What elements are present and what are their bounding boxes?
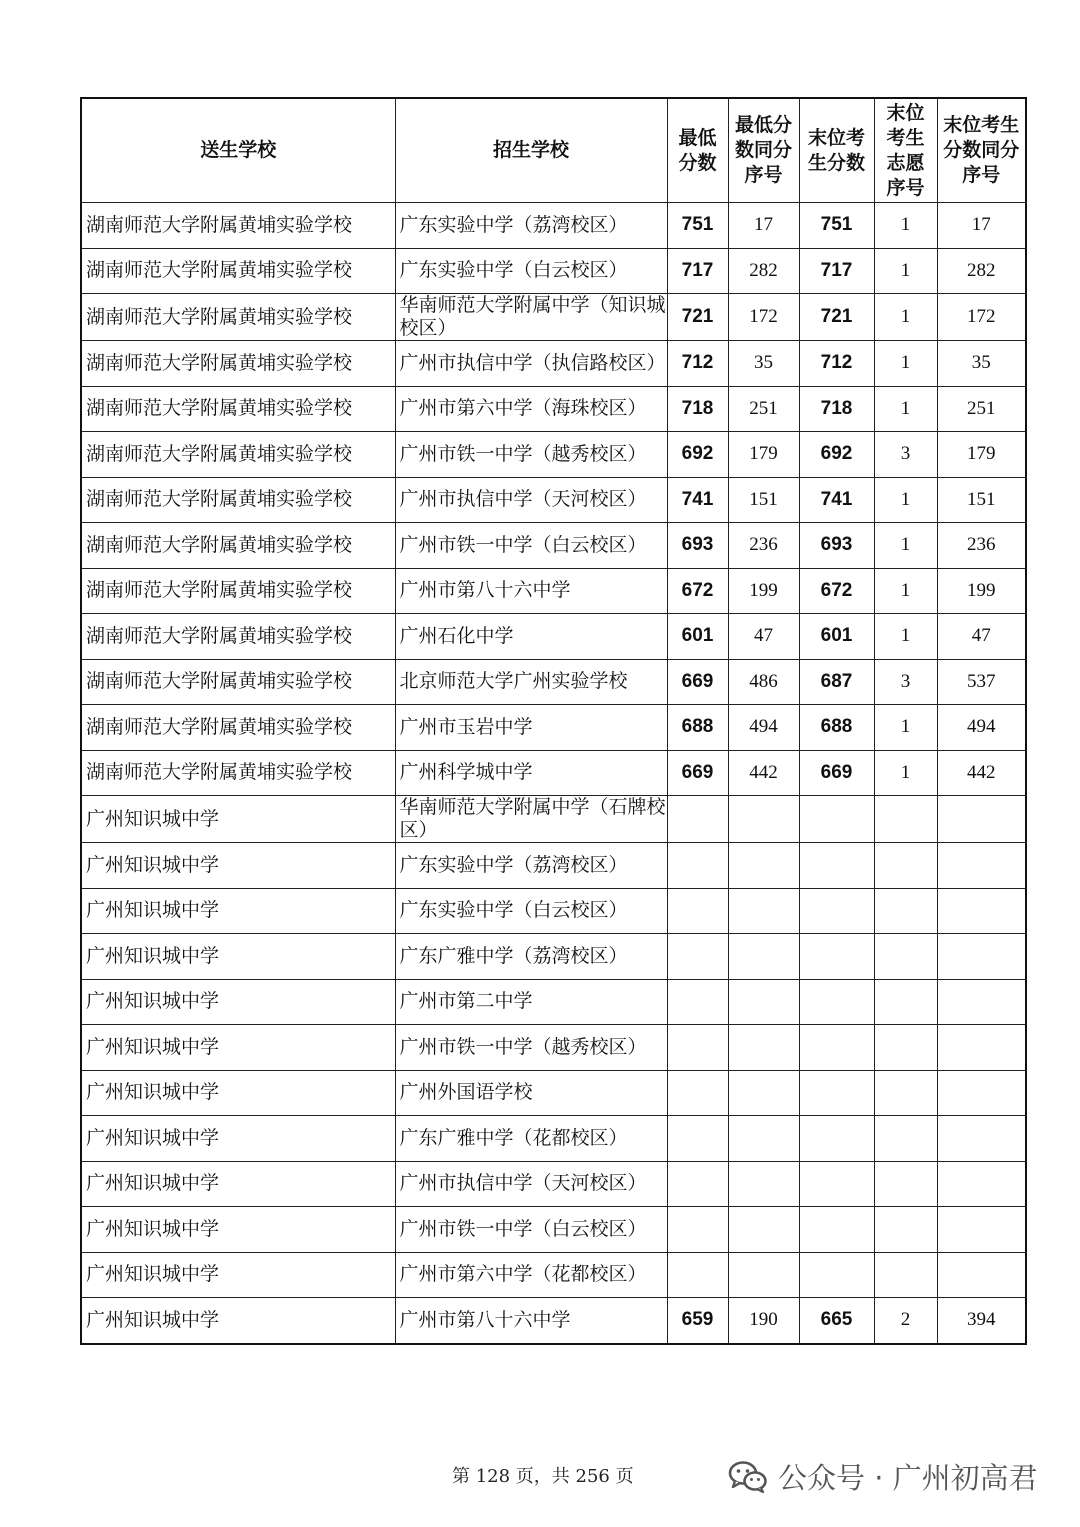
cell-admitting-school: 广东实验中学（荔湾校区） xyxy=(395,843,667,889)
cell-min-score: 717 xyxy=(667,248,728,294)
cell-min-score xyxy=(667,1252,728,1298)
cell-min-score xyxy=(667,1070,728,1116)
cell-last-score xyxy=(799,979,874,1025)
cell-min-score-rank: 486 xyxy=(728,659,799,705)
cell-sending-school: 广州知识城中学 xyxy=(81,796,395,843)
table-row xyxy=(81,1207,1026,1253)
table-row xyxy=(81,1116,1026,1162)
cell-admitting-school: 广州市执信中学（执信路校区） xyxy=(395,341,667,387)
cell-admitting-school: 广州市执信中学（天河校区） xyxy=(395,1161,667,1207)
cell-sending-school: 湖南师范大学附属黄埔实验学校 xyxy=(81,750,395,796)
table-row xyxy=(81,614,1026,660)
cell-last-score-rank xyxy=(937,934,1026,980)
cell-last-score: 672 xyxy=(799,568,874,614)
cell-last-wish-rank: 3 xyxy=(874,659,937,705)
header-last-wish-rank: 末位考生志愿序号 xyxy=(874,98,937,203)
cell-last-score xyxy=(799,796,874,843)
cell-last-score-rank xyxy=(937,979,1026,1025)
cell-min-score: 669 xyxy=(667,750,728,796)
cell-min-score xyxy=(667,796,728,843)
table-row xyxy=(81,1070,1026,1116)
table-row xyxy=(81,979,1026,1025)
header-last-score: 末位考生分数 xyxy=(799,98,874,203)
cell-min-score-rank xyxy=(728,934,799,980)
cell-last-wish-rank xyxy=(874,1116,937,1162)
cell-admitting-school: 广州市第六中学（海珠校区） xyxy=(395,386,667,432)
cell-min-score-rank xyxy=(728,843,799,889)
cell-last-wish-rank xyxy=(874,934,937,980)
cell-min-score xyxy=(667,979,728,1025)
cell-sending-school: 广州知识城中学 xyxy=(81,1207,395,1253)
cell-last-score-rank: 17 xyxy=(937,203,1026,249)
cell-min-score xyxy=(667,1161,728,1207)
cell-min-score-rank: 251 xyxy=(728,386,799,432)
cell-last-score xyxy=(799,1207,874,1253)
cell-sending-school: 广州知识城中学 xyxy=(81,1070,395,1116)
table-body xyxy=(81,203,1026,1344)
cell-min-score-rank xyxy=(728,1070,799,1116)
cell-last-wish-rank: 1 xyxy=(874,523,937,569)
cell-last-score: 601 xyxy=(799,614,874,660)
watermark xyxy=(728,1456,1038,1497)
cell-last-score xyxy=(799,1025,874,1071)
cell-min-score: 741 xyxy=(667,477,728,523)
cell-sending-school: 广州知识城中学 xyxy=(81,1025,395,1071)
cell-sending-school: 广州知识城中学 xyxy=(81,1116,395,1162)
wechat-icon xyxy=(728,1460,768,1494)
cell-min-score-rank xyxy=(728,1161,799,1207)
cell-sending-school: 湖南师范大学附属黄埔实验学校 xyxy=(81,432,395,478)
cell-min-score: 672 xyxy=(667,568,728,614)
cell-last-score-rank: 179 xyxy=(937,432,1026,478)
cell-last-score xyxy=(799,843,874,889)
cell-sending-school: 湖南师范大学附属黄埔实验学校 xyxy=(81,294,395,341)
cell-last-score xyxy=(799,1116,874,1162)
cell-min-score-rank: 190 xyxy=(728,1298,799,1344)
table-row xyxy=(81,1298,1026,1344)
cell-sending-school: 广州知识城中学 xyxy=(81,1298,395,1344)
cell-last-score-rank xyxy=(937,1116,1026,1162)
cell-min-score-rank: 442 xyxy=(728,750,799,796)
table-row xyxy=(81,659,1026,705)
cell-min-score: 669 xyxy=(667,659,728,705)
cell-last-wish-rank xyxy=(874,1025,937,1071)
table-row xyxy=(81,1025,1026,1071)
cell-min-score: 751 xyxy=(667,203,728,249)
cell-last-wish-rank: 1 xyxy=(874,614,937,660)
cell-min-score-rank: 199 xyxy=(728,568,799,614)
cell-last-wish-rank: 1 xyxy=(874,568,937,614)
header-admitting-school: 招生学校 xyxy=(395,98,667,203)
cell-sending-school: 湖南师范大学附属黄埔实验学校 xyxy=(81,614,395,660)
cell-last-score: 688 xyxy=(799,705,874,751)
cell-min-score xyxy=(667,1025,728,1071)
table-row xyxy=(81,294,1026,341)
cell-admitting-school: 广州市第六中学（花都校区） xyxy=(395,1252,667,1298)
table-row xyxy=(81,1252,1026,1298)
cell-last-score-rank: 282 xyxy=(937,248,1026,294)
cell-sending-school: 广州知识城中学 xyxy=(81,888,395,934)
cell-sending-school: 湖南师范大学附属黄埔实验学校 xyxy=(81,386,395,432)
cell-admitting-school: 广州市玉岩中学 xyxy=(395,705,667,751)
cell-sending-school: 广州知识城中学 xyxy=(81,979,395,1025)
cell-last-wish-rank: 1 xyxy=(874,477,937,523)
table-row xyxy=(81,934,1026,980)
cell-min-score: 712 xyxy=(667,341,728,387)
cell-last-score-rank: 172 xyxy=(937,294,1026,341)
cell-admitting-school: 广州科学城中学 xyxy=(395,750,667,796)
cell-admitting-school: 广州市第八十六中学 xyxy=(395,1298,667,1344)
cell-admitting-school: 华南师范大学附属中学（知识城校区） xyxy=(395,294,667,341)
cell-last-wish-rank xyxy=(874,979,937,1025)
cell-sending-school: 广州知识城中学 xyxy=(81,934,395,980)
cell-admitting-school: 广东实验中学（白云校区） xyxy=(395,888,667,934)
cell-sending-school: 湖南师范大学附属黄埔实验学校 xyxy=(81,341,395,387)
cell-last-score-rank xyxy=(937,796,1026,843)
cell-last-wish-rank xyxy=(874,888,937,934)
cell-sending-school: 湖南师范大学附属黄埔实验学校 xyxy=(81,477,395,523)
cell-last-score-rank xyxy=(937,843,1026,889)
table-row xyxy=(81,523,1026,569)
cell-sending-school: 湖南师范大学附属黄埔实验学校 xyxy=(81,523,395,569)
cell-last-score: 721 xyxy=(799,294,874,341)
cell-min-score: 692 xyxy=(667,432,728,478)
cell-sending-school: 湖南师范大学附属黄埔实验学校 xyxy=(81,568,395,614)
cell-last-score: 741 xyxy=(799,477,874,523)
cell-admitting-school: 广东广雅中学（荔湾校区） xyxy=(395,934,667,980)
cell-last-wish-rank: 2 xyxy=(874,1298,937,1344)
table-row xyxy=(81,477,1026,523)
table-row xyxy=(81,1161,1026,1207)
cell-last-score-rank xyxy=(937,1161,1026,1207)
cell-last-wish-rank xyxy=(874,1161,937,1207)
table-row xyxy=(81,386,1026,432)
cell-min-score-rank xyxy=(728,1252,799,1298)
cell-last-wish-rank: 1 xyxy=(874,248,937,294)
cell-sending-school: 广州知识城中学 xyxy=(81,1161,395,1207)
table-row xyxy=(81,203,1026,249)
cell-last-score-rank xyxy=(937,1025,1026,1071)
cell-min-score-rank xyxy=(728,979,799,1025)
cell-min-score-rank: 179 xyxy=(728,432,799,478)
cell-admitting-school: 广州市执信中学（天河校区） xyxy=(395,477,667,523)
header-last-score-rank: 末位考生分数同分序号 xyxy=(937,98,1026,203)
table-row xyxy=(81,888,1026,934)
cell-admitting-school: 广州外国语学校 xyxy=(395,1070,667,1116)
cell-last-score: 751 xyxy=(799,203,874,249)
cell-sending-school: 湖南师范大学附属黄埔实验学校 xyxy=(81,705,395,751)
table-row xyxy=(81,341,1026,387)
cell-last-score: 718 xyxy=(799,386,874,432)
cell-min-score-rank xyxy=(728,1207,799,1253)
cell-last-wish-rank xyxy=(874,1070,937,1116)
cell-min-score: 688 xyxy=(667,705,728,751)
cell-min-score-rank: 172 xyxy=(728,294,799,341)
cell-last-score-rank: 35 xyxy=(937,341,1026,387)
cell-last-score-rank: 537 xyxy=(937,659,1026,705)
cell-last-score-rank: 236 xyxy=(937,523,1026,569)
cell-last-score xyxy=(799,934,874,980)
cell-admitting-school: 广州市铁一中学（白云校区） xyxy=(395,523,667,569)
cell-min-score xyxy=(667,843,728,889)
table-row xyxy=(81,843,1026,889)
header-min-score: 最低分数 xyxy=(667,98,728,203)
table-row xyxy=(81,568,1026,614)
cell-min-score xyxy=(667,1116,728,1162)
cell-last-score xyxy=(799,1161,874,1207)
cell-min-score-rank: 47 xyxy=(728,614,799,660)
cell-last-wish-rank: 1 xyxy=(874,294,937,341)
cell-min-score-rank: 35 xyxy=(728,341,799,387)
cell-admitting-school: 广州市铁一中学（越秀校区） xyxy=(395,1025,667,1071)
cell-sending-school: 湖南师范大学附属黄埔实验学校 xyxy=(81,248,395,294)
table-row xyxy=(81,750,1026,796)
cell-last-score-rank: 494 xyxy=(937,705,1026,751)
cell-min-score: 718 xyxy=(667,386,728,432)
table-row xyxy=(81,248,1026,294)
cell-min-score-rank: 17 xyxy=(728,203,799,249)
header-sending-school: 送生学校 xyxy=(81,98,395,203)
cell-min-score-rank xyxy=(728,1025,799,1071)
table-row xyxy=(81,705,1026,751)
cell-last-wish-rank xyxy=(874,1207,937,1253)
cell-last-score-rank: 394 xyxy=(937,1298,1026,1344)
cell-last-score: 687 xyxy=(799,659,874,705)
cell-last-score: 665 xyxy=(799,1298,874,1344)
cell-min-score-rank xyxy=(728,1116,799,1162)
cell-last-wish-rank: 1 xyxy=(874,386,937,432)
cell-last-score-rank xyxy=(937,1207,1026,1253)
cell-min-score-rank: 494 xyxy=(728,705,799,751)
cell-last-score-rank: 151 xyxy=(937,477,1026,523)
cell-last-wish-rank xyxy=(874,796,937,843)
cell-admitting-school: 广东实验中学（白云校区） xyxy=(395,248,667,294)
cell-last-wish-rank: 1 xyxy=(874,705,937,751)
cell-admitting-school: 北京师范大学广州实验学校 xyxy=(395,659,667,705)
cell-admitting-school: 广州市铁一中学（越秀校区） xyxy=(395,432,667,478)
cell-min-score xyxy=(667,1207,728,1253)
cell-last-score xyxy=(799,888,874,934)
cell-last-wish-rank: 3 xyxy=(874,432,937,478)
admission-table xyxy=(80,97,1027,1345)
cell-min-score xyxy=(667,888,728,934)
cell-last-score: 712 xyxy=(799,341,874,387)
cell-last-score-rank: 199 xyxy=(937,568,1026,614)
cell-admitting-school: 广州石化中学 xyxy=(395,614,667,660)
cell-last-score: 692 xyxy=(799,432,874,478)
cell-last-wish-rank: 1 xyxy=(874,750,937,796)
cell-admitting-school: 广州市第二中学 xyxy=(395,979,667,1025)
cell-last-wish-rank: 1 xyxy=(874,341,937,387)
cell-last-score-rank xyxy=(937,1252,1026,1298)
cell-sending-school: 广州知识城中学 xyxy=(81,1252,395,1298)
cell-min-score: 721 xyxy=(667,294,728,341)
cell-min-score-rank xyxy=(728,796,799,843)
cell-last-score-rank: 47 xyxy=(937,614,1026,660)
cell-last-score-rank: 442 xyxy=(937,750,1026,796)
cell-admitting-school: 广州市第八十六中学 xyxy=(395,568,667,614)
cell-min-score-rank xyxy=(728,888,799,934)
table-row xyxy=(81,796,1026,843)
cell-last-score: 693 xyxy=(799,523,874,569)
cell-sending-school: 湖南师范大学附属黄埔实验学校 xyxy=(81,203,395,249)
cell-last-score: 717 xyxy=(799,248,874,294)
cell-last-score-rank xyxy=(937,1070,1026,1116)
cell-min-score: 601 xyxy=(667,614,728,660)
cell-admitting-school: 广州市铁一中学（白云校区） xyxy=(395,1207,667,1253)
watermark-text: 公众号 · 广州初高君 xyxy=(778,1461,1038,1495)
cell-last-score: 669 xyxy=(799,750,874,796)
cell-admitting-school: 华南师范大学附属中学（石牌校区） xyxy=(395,796,667,843)
cell-last-wish-rank xyxy=(874,1252,937,1298)
table-row xyxy=(81,432,1026,478)
cell-admitting-school: 广东广雅中学（花都校区） xyxy=(395,1116,667,1162)
cell-sending-school: 湖南师范大学附属黄埔实验学校 xyxy=(81,659,395,705)
cell-last-score-rank: 251 xyxy=(937,386,1026,432)
cell-last-score xyxy=(799,1252,874,1298)
cell-min-score: 659 xyxy=(667,1298,728,1344)
header-row xyxy=(81,98,1026,203)
cell-last-score xyxy=(799,1070,874,1116)
cell-min-score xyxy=(667,934,728,980)
header-min-score-rank: 最低分数同分序号 xyxy=(728,98,799,203)
cell-admitting-school: 广东实验中学（荔湾校区） xyxy=(395,203,667,249)
cell-last-score-rank xyxy=(937,888,1026,934)
cell-min-score-rank: 236 xyxy=(728,523,799,569)
cell-min-score: 693 xyxy=(667,523,728,569)
cell-last-wish-rank: 1 xyxy=(874,203,937,249)
page-number: 第 128 页，共 256 页 xyxy=(452,1466,634,1487)
cell-sending-school: 广州知识城中学 xyxy=(81,843,395,889)
cell-last-wish-rank xyxy=(874,843,937,889)
cell-min-score-rank: 282 xyxy=(728,248,799,294)
cell-min-score-rank: 151 xyxy=(728,477,799,523)
